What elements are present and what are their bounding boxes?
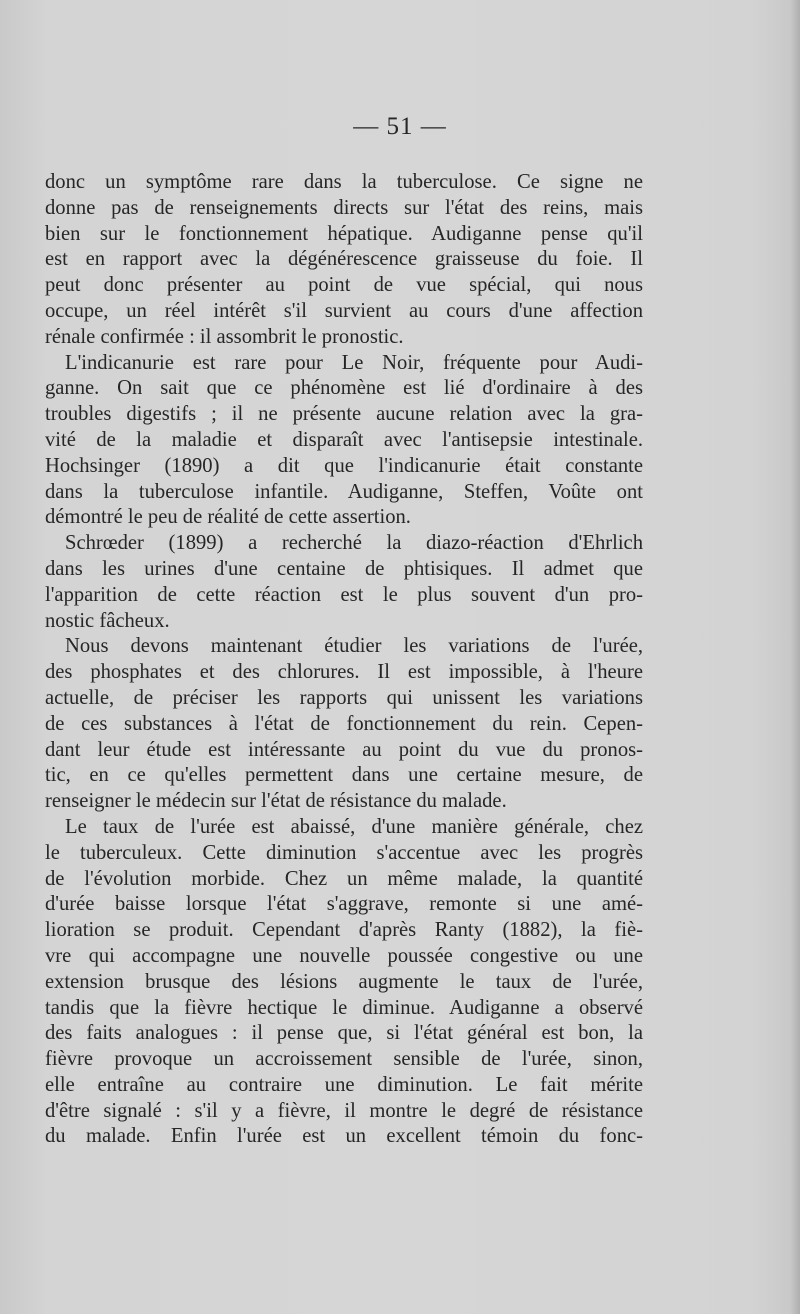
text-line: d'urée baisse lorsque l'état s'aggrave, remonte si une amé- <box>45 893 643 916</box>
page-number: — 51 — <box>353 113 447 140</box>
text-line: donc un symptôme rare dans la tuberculose. Ce signe ne <box>45 171 643 193</box>
body-text <box>45 170 643 1150</box>
text-line: actuelle, de préciser les rapports qui unissent les variations <box>45 686 643 709</box>
text-line: dans la tuberculose infantile. Audiganne, Steffen, Voûte ont <box>45 480 643 503</box>
text-line: du malade. Enfin l'urée est un excellent témoin du fonc- <box>45 1125 643 1148</box>
text-line: des faits analogues : il pense que, si l'état général est bon, la <box>45 1022 643 1045</box>
text-line: donne pas de renseignements directs sur l'état des reins, mais <box>45 196 643 219</box>
text-line: tandis que la fièvre hectique le diminue. Audiganne a observé <box>45 996 643 1019</box>
text-line: l'apparition de cette réaction est le plus souvent d'un pro- <box>45 583 643 606</box>
text-line: dans les urines d'une centaine de phtisiques. Il admet que <box>45 557 643 580</box>
text-line: le tuberculeux. Cette diminution s'accentue avec les progrès <box>45 841 643 864</box>
text-line: ganne. On sait que ce phénomène est lié d'ordinaire à des <box>45 377 643 400</box>
text-line: extension brusque des lésions augmente le taux de l'urée, <box>45 970 643 993</box>
text-line: troubles digestifs ; il ne présente aucune relation avec la gra- <box>45 403 643 426</box>
text-line: vre qui accompagne une nouvelle poussée congestive ou une <box>45 944 643 967</box>
text-line: dant leur étude est intéressante au point du vue du pronos- <box>45 738 643 761</box>
text-line: Nous devons maintenant étudier les variations de l'urée, <box>65 635 643 658</box>
text-line: d'être signalé : s'il y a fièvre, il montre le degré de résistance <box>45 1099 643 1122</box>
text-line: tic, en ce qu'elles permettent dans une certaine mesure, de <box>45 764 643 787</box>
text-line: nostic fâcheux. <box>45 609 170 632</box>
text-line: est en rapport avec la dégénérescence graisseuse du foie. Il <box>45 248 643 271</box>
text-line: peut donc présenter au point de vue spécial, qui nous <box>45 274 643 297</box>
text-line: fièvre provoque un accroissement sensible de l'urée, sinon, <box>45 1048 643 1071</box>
text-line: des phosphates et des chlorures. Il est impossible, à l'heure <box>45 661 643 684</box>
text-line: rénale confirmée : il assombrit le pronostic. <box>45 325 404 348</box>
text-line: Schrœder (1899) a recherché la diazo-réaction d'Ehrlich <box>65 532 643 555</box>
text-line: renseigner le médecin sur l'état de résistance du malade. <box>45 790 507 813</box>
text-line: bien sur le fonctionnement hépatique. Audiganne pense qu'il <box>45 222 643 245</box>
page-edge-shadow <box>790 0 800 1314</box>
text-line: de l'évolution morbide. Chez un même malade, la quantité <box>45 867 643 890</box>
text-line: elle entraîne au contraire une diminution. Le fait mérite <box>45 1073 643 1096</box>
text-line: Le taux de l'urée est abaissé, d'une manière générale, chez <box>65 815 643 838</box>
text-line: Hochsinger (1890) a dit que l'indicanurie était constante <box>45 454 643 477</box>
text-line: de ces substances à l'état de fonctionnement du rein. Cepen- <box>45 712 643 735</box>
text-line: L'indicanurie est rare pour Le Noir, fréquente pour Audi- <box>65 351 643 374</box>
text-line: lioration se produit. Cependant d'après Ranty (1882), la fiè- <box>45 919 643 942</box>
text-line: occupe, un réel intérêt s'il survient au cours d'une affection <box>45 299 643 322</box>
text-line: démontré le peu de réalité de cette assertion. <box>45 506 411 529</box>
text-line: vité de la maladie et disparaît avec l'antisepsie intestinale. <box>45 428 643 451</box>
